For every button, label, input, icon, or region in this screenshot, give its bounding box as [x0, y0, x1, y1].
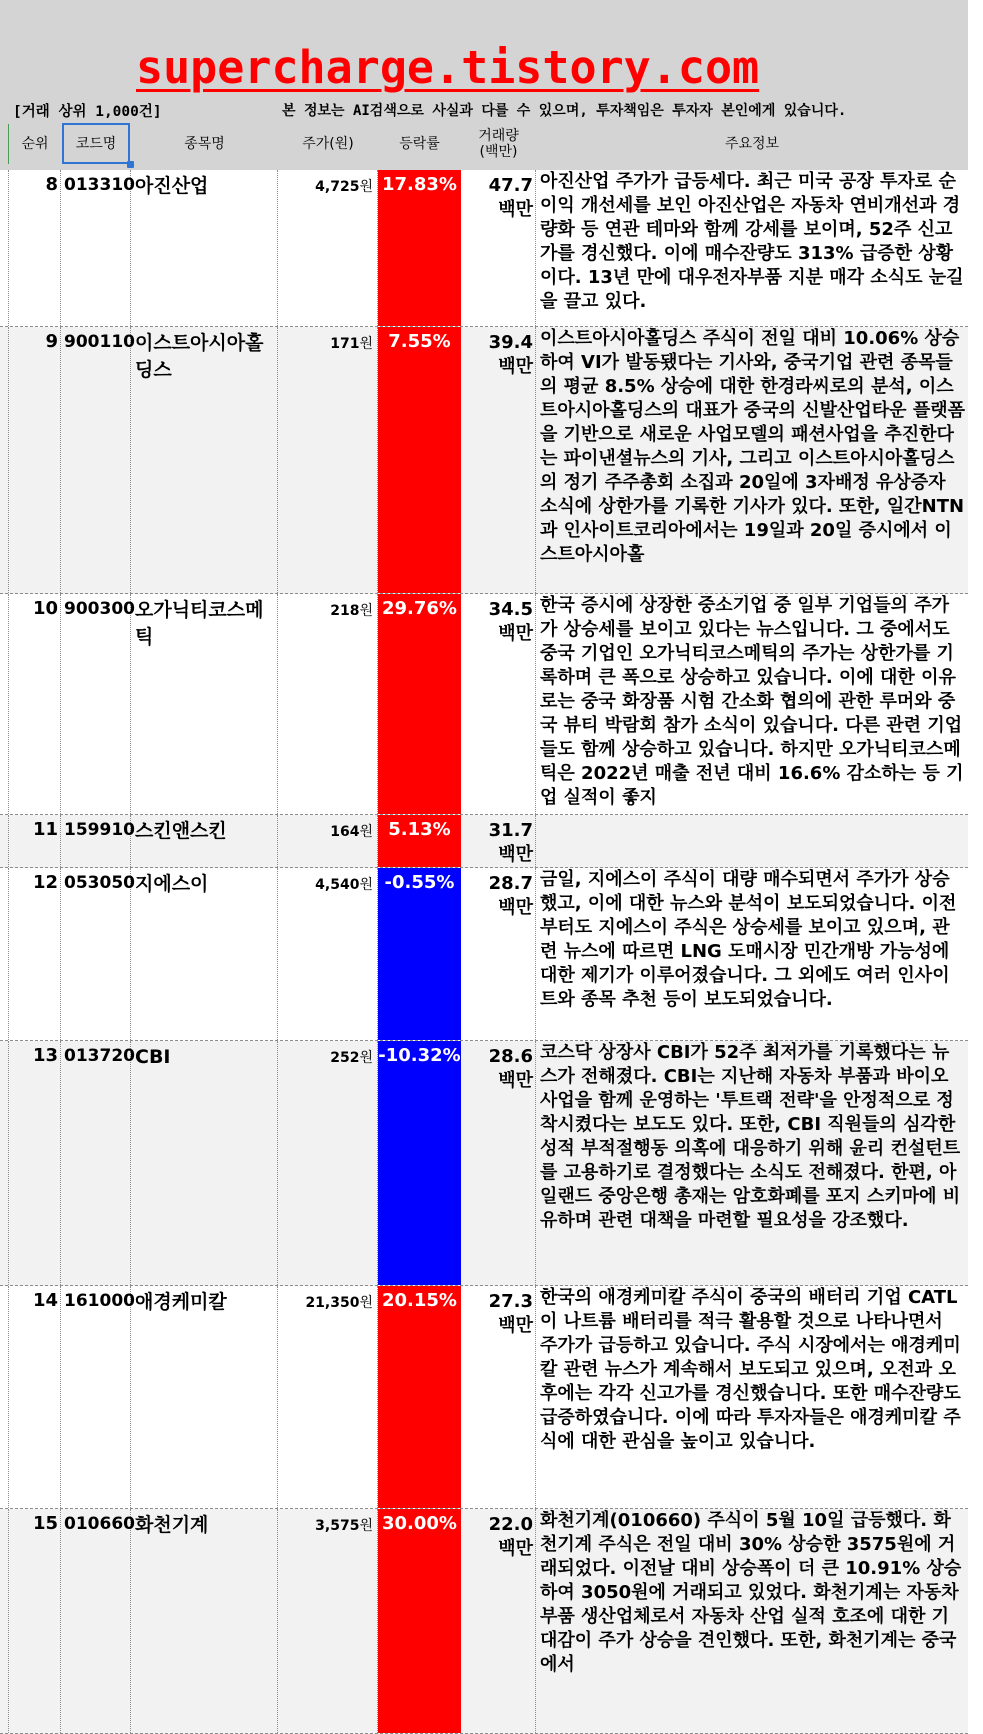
volume-cell[interactable] — [461, 1509, 536, 1733]
price-cell[interactable] — [278, 170, 378, 326]
info-cell[interactable]: 한국 증시에 상장한 중소기업 중 일부 기업들의 주가가 상승세를 보이고 있다는 뉴스입니다. 그 중에서도 중국 기업인 오가닉티코스메틱의 주가는 상한가를 기록하며 큰 폭으로 상승하고 있습니다. 이에 대한 이유로는 중국 화장품 시험 간소화 협의에 관한 루머와 중국 뷰티 박람회 참가 소식이 있습니다. 다른 관련 기업들도 함께 상승하고 있습니다. 하지만 오가닉티코스메틱은 2022년 매출 전년 대비 16.6% 감소하는 등 기업 실적이 좋지 — [540, 595, 964, 808]
header-rank[interactable]: 순위 — [21, 136, 49, 152]
volume-value: 34.5 — [488, 599, 533, 620]
change-cell[interactable]: -0.55% — [378, 868, 461, 1040]
won-unit: 원 — [359, 1295, 373, 1311]
rank-cell[interactable]: 12 — [9, 868, 61, 1040]
name-cell[interactable]: 스킨앤스킨 — [131, 815, 278, 867]
price-value: 3,575 — [315, 1518, 360, 1534]
selected-cell-outline — [62, 123, 130, 164]
price-value: 218 — [330, 603, 360, 619]
volume-unit: 백만 — [498, 1070, 533, 1091]
header-code[interactable]: 코드명 — [75, 136, 117, 152]
header-name[interactable]: 종목명 — [184, 136, 225, 152]
disclaimer-caption: 본 정보는 AI검색으로 사실과 다를 수 있으며, 투자책임은 투자자 본인에게 있습니다. — [282, 103, 847, 119]
price-value: 164 — [330, 824, 360, 840]
price-cell[interactable] — [278, 868, 378, 1040]
code-cell[interactable]: 013720 — [61, 1041, 131, 1285]
volume-unit: 백만 — [498, 356, 533, 377]
name-cell[interactable]: 오가닉티코스메틱 — [131, 594, 278, 814]
info-cell[interactable]: 금일, 지에스이 주식이 대량 매수되면서 주가가 상승했고, 이에 대한 뉴스와 분석이 보도되었습니다. 이전부터도 지에스이 주식은 상승세를 보이고 있으며, 관련 뉴스에 따르면 LNG 도매시장 민간개방 가능성에 대한 제기가 이루어졌습니다. 그 외에도 여러 인사이트와 종목 추천 등이 보도되었습니다. — [540, 869, 957, 1010]
rank-cell[interactable]: 15 — [9, 1509, 61, 1733]
volume-cell[interactable] — [461, 327, 536, 593]
won-unit: 원 — [359, 179, 373, 195]
price-value: 4,540 — [315, 877, 360, 893]
header-volume-line1: 거래량 — [478, 128, 519, 144]
info-cell[interactable]: 한국의 애경케미칼 주식이 중국의 배터리 기업 CATL이 나트륨 배터리를 적극 활용할 것으로 나타나면서 주가가 급등하고 있습니다. 주식 시장에서는 애경케미칼 관련 뉴스가 계속해서 보도되고 있으며, 오전과 오후에는 각각 신고가를 경신했습니다. 또한 매수잔량도 급증하였습니다. 이에 따라 투자자들은 애경케미칼 주식에 대한 관심을 높이고 있습니다. — [540, 1287, 961, 1452]
won-unit: 원 — [359, 1050, 373, 1066]
info-cell[interactable]: 코스닥 상장사 CBI가 52주 최저가를 기록했다는 뉴스가 전해졌다. CBI는 지난해 자동차 부품과 바이오 사업을 함께 운영하는 '투트랙 전략'을 안정적으로 정착시켰다는 보도도 있다. 또한, CBI 직원들의 심각한 성적 부적절행동 의혹에 대응하기 위해 윤리 컨설턴트를 고용하기로 결정했다는 소식도 전해졌다. 한편, 아일랜드 중앙은행 총재는 암호화폐를 포지 스키마에 비유하며 관련 대책을 마련할 필요성을 강조했다. — [540, 1042, 961, 1231]
price-cell[interactable] — [278, 1509, 378, 1733]
header-info[interactable]: 주요정보 — [724, 136, 780, 152]
info-cell[interactable]: 화천기계(010660) 주식이 5월 10일 급등했다. 화천기계 주식은 전일 대비 30% 상승한 3575원에 거래되었다. 이전날 대비 상승폭이 더 큰 10.91% 상승하여 3050원에 거래되고 있었다. 화천기계는 자동차 부품 생산업체로서 자동차 산업 실적 호조에 대한 기대감이 주가 상승을 견인했다. 또한, 화천기계는 중국에서 — [540, 1510, 962, 1675]
header-volume[interactable] — [461, 124, 536, 164]
name-cell[interactable]: 지에스이 — [131, 868, 278, 1040]
volume-unit: 백만 — [498, 1315, 533, 1336]
change-cell[interactable]: 30.00% — [378, 1509, 461, 1733]
name-cell[interactable]: CBI — [131, 1041, 278, 1285]
row-edge — [0, 815, 9, 867]
price-cell[interactable] — [278, 594, 378, 814]
change-cell[interactable]: 7.55% — [378, 327, 461, 593]
row-edge — [0, 327, 9, 593]
trade-count-caption: [거래 상위 1,000건] — [13, 104, 162, 120]
volume-cell[interactable] — [461, 170, 536, 326]
rank-cell[interactable]: 13 — [9, 1041, 61, 1285]
change-cell[interactable]: 5.13% — [378, 815, 461, 867]
won-unit: 원 — [359, 1518, 373, 1534]
price-cell[interactable] — [278, 327, 378, 593]
volume-value: 28.7 — [488, 873, 533, 894]
price-cell[interactable] — [278, 815, 378, 867]
volume-cell[interactable] — [461, 594, 536, 814]
code-cell[interactable]: 053050 — [61, 868, 131, 1040]
change-cell[interactable]: 20.15% — [378, 1286, 461, 1508]
won-unit: 원 — [359, 603, 373, 619]
row-edge — [0, 594, 9, 814]
price-value: 171 — [330, 336, 360, 352]
change-cell[interactable]: 17.83% — [378, 170, 461, 326]
row-edge — [0, 1286, 9, 1508]
info-cell[interactable]: 이스트아시아홀딩스 주식이 전일 대비 10.06% 상승하여 VI가 발동됐다는 기사와, 중국기업 관련 종목들의 평균 8.5% 상승에 대한 한경라씨로의 분석, 이스트아시아홀딩스의 대표가 중국의 신발산업타운 플랫폼을 기반으로 새로운 사업모델의 패션사업을 추진한다는 파이낸셜뉴스의 기사, 그리고 이스트아시아홀딩스의 정기 주주총회 소집과 20일에 3자배정 유상증자 소식에 상한가를 기록한 기사가 있다. 또한, 일간NTN과 인사이트코리아에서는 19일과 20일 증시에서 이스트아시아홀 — [540, 328, 965, 565]
volume-cell[interactable] — [461, 1041, 536, 1285]
rank-cell[interactable]: 11 — [9, 815, 61, 867]
code-cell[interactable]: 159910 — [61, 815, 131, 867]
sheet-header — [0, 0, 968, 170]
volume-value: 27.3 — [488, 1291, 533, 1312]
code-cell[interactable]: 900300 — [61, 594, 131, 814]
rank-cell[interactable]: 8 — [9, 170, 61, 326]
volume-unit: 백만 — [498, 897, 533, 918]
price-value: 252 — [330, 1050, 360, 1066]
volume-unit: 백만 — [498, 623, 533, 644]
row-edge — [0, 1041, 9, 1285]
code-cell[interactable]: 161000 — [61, 1286, 131, 1508]
price-value: 4,725 — [315, 179, 360, 195]
change-cell[interactable]: -10.32% — [378, 1041, 461, 1285]
table-row[interactable] — [0, 868, 968, 1041]
table-row[interactable] — [0, 1509, 968, 1734]
table-row[interactable] — [0, 1041, 968, 1286]
volume-value: 28.6 — [488, 1046, 533, 1067]
row-edge — [0, 1509, 9, 1733]
volume-value: 22.0 — [488, 1514, 533, 1535]
row-edge — [0, 170, 9, 326]
name-cell[interactable]: 애경케미칼 — [131, 1286, 278, 1508]
change-cell[interactable]: 29.76% — [378, 594, 461, 814]
table-row[interactable] — [0, 170, 968, 327]
won-unit: 원 — [359, 824, 373, 840]
name-cell[interactable]: 화천기계 — [131, 1509, 278, 1733]
volume-unit: 백만 — [498, 844, 533, 865]
volume-unit: 백만 — [498, 1538, 533, 1559]
info-cell[interactable] — [536, 815, 968, 867]
row-header-edge — [0, 124, 9, 164]
volume-unit: 백만 — [498, 199, 533, 220]
rank-cell[interactable]: 14 — [9, 1286, 61, 1508]
volume-value: 47.7 — [488, 175, 533, 196]
table-row[interactable] — [0, 327, 968, 594]
rank-cell[interactable]: 9 — [9, 327, 61, 593]
code-cell[interactable]: 900110 — [61, 327, 131, 593]
code-cell[interactable]: 010660 — [61, 1509, 131, 1733]
price-value: 21,350 — [305, 1295, 360, 1311]
stock-table — [0, 170, 968, 1734]
volume-value: 39.4 — [488, 332, 533, 353]
info-cell[interactable]: 아진산업 주가가 급등세다. 최근 미국 공장 투자로 순이익 개선세를 보인 아진산업은 자동차 연비개선과 경량화 등 연관 테마와 함께 강세를 보이며, 52주 신고가를 경신했다. 이에 매수잔량도 313% 급증한 상황이다. 13년 만에 대우전자부품 지분 매각 소식도 눈길을 끌고 있다. — [540, 171, 964, 312]
header-change[interactable]: 등락률 — [399, 136, 440, 152]
price-cell[interactable] — [278, 1286, 378, 1508]
table-row[interactable] — [0, 594, 968, 815]
price-cell[interactable] — [278, 1041, 378, 1285]
name-cell[interactable]: 아진산업 — [131, 170, 278, 326]
header-volume-line2: (백만) — [479, 144, 518, 160]
table-row[interactable] — [0, 1286, 968, 1509]
table-row[interactable] — [0, 815, 968, 868]
volume-cell[interactable] — [461, 815, 536, 867]
row-edge — [0, 868, 9, 1040]
rank-cell[interactable]: 10 — [9, 594, 61, 814]
code-cell[interactable]: 013310 — [61, 170, 131, 326]
name-cell[interactable]: 이스트아시아홀딩스 — [131, 327, 278, 593]
volume-cell[interactable] — [461, 1286, 536, 1508]
volume-cell[interactable] — [461, 868, 536, 1040]
won-unit: 원 — [359, 877, 373, 893]
volume-value: 31.7 — [488, 820, 533, 841]
header-price[interactable]: 주가(원) — [302, 136, 354, 152]
site-title[interactable]: supercharge.tistory.com — [136, 41, 760, 94]
won-unit: 원 — [359, 336, 373, 352]
right-edge-strip — [968, 0, 983, 1732]
